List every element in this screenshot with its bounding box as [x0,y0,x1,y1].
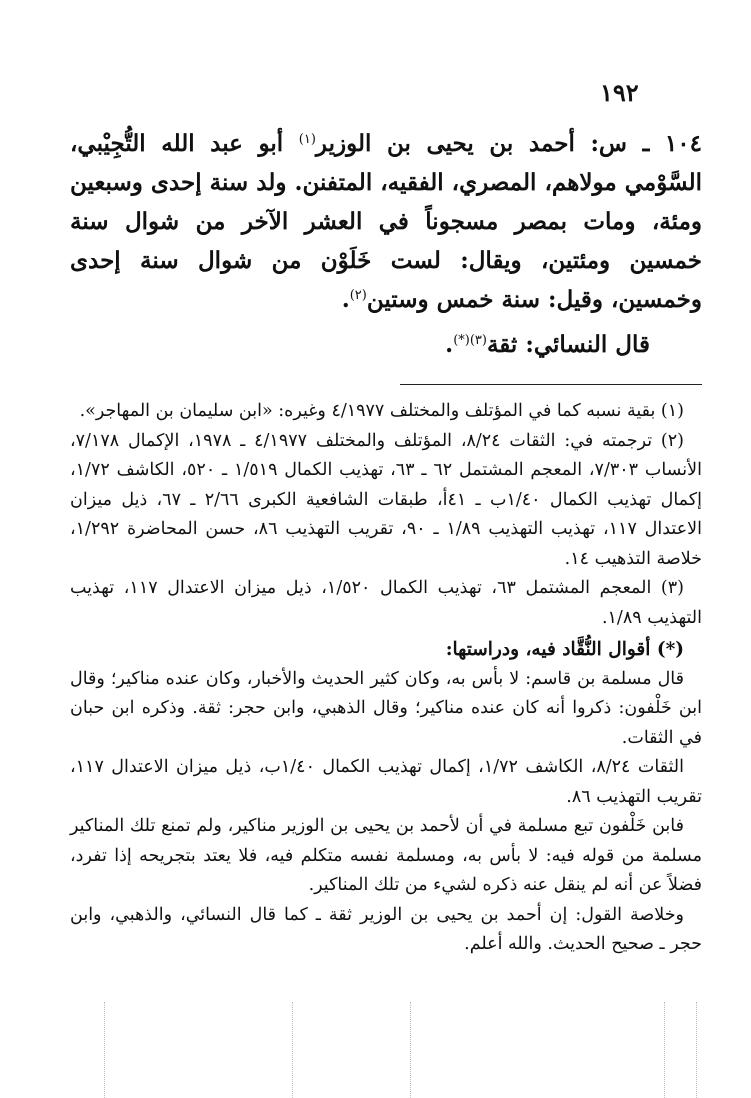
footnote-ref-2: (٢) [349,288,367,303]
nasai-verdict [70,330,650,360]
footnotes [70,397,702,960]
scan-artifact-line [410,1002,411,1098]
scan-artifact-line [664,1002,665,1098]
critics-heading: (*) أقوال النُّقَّاد فيه، ودراستها: [445,639,684,660]
footnote-ref-1: (١) [298,132,316,147]
page-number: ١٩٢ [600,78,639,107]
critics-paragraph-2: الثقات ٨/٢٤، الكاشف ١/٧٢، إكمال تهذيب الكمال ١/٤٠ب، ذيل ميزان الاعتدال ١١٧، تقريب التهذيب ٨٦. [70,757,702,807]
nasai-text: قال النسائي: ثقة [486,331,650,358]
scan-artifact-line [104,1002,105,1098]
footnote-3: (٣) المعجم المشتمل ٦٣، تهذيب الكمال ١/٥٢٠، ذيل ميزان الاعتدال ١١٧، تهذيب التهذيب ١/٨٩. [70,578,702,628]
entry-end: . [341,286,350,313]
footnote-ref-3: (٣)(*) [453,333,487,348]
scan-artifact-line [292,1002,293,1098]
critics-paragraph-3: فابن خَلْفون تبع مسلمة في أن لأحمد بن يحيى بن الوزير مناكير، ولم تمنع تلك المناكير مسلمة من قوله فيه: لا بأس به، ومسلمة نفسه متكلم فيه، فلا يعتد بتجريحه إذا تفرد، فضلاً عن أنه لم ينقل عنه ذكره لشيء من تلك المناكير. [70,816,702,895]
scan-artifact-line [696,1002,697,1098]
biography-entry [70,124,702,319]
entry-body: أبو عبد الله التُّجِيْبي، السَّوْمي مولاهم، المصري، الفقيه، المتفنن. ولد سنة إحدى وسبعين ومئة، ومات بمصر مسجوناً في العشر الآخر من شوال سنة خمسين ومئتين، ويقال: لست خَلَوْن من شوال سنة إحدى وخمسين، وقيل: سنة خمس وستين [70,130,702,313]
nasai-end: . [445,331,454,358]
entry-heading: ١٠٤ ـ س: أحمد بن يحيى بن الوزير [315,130,702,157]
entry-paragraph [70,124,702,319]
critics-paragraph-4: وخلاصة القول: إن أحمد بن يحيى بن الوزير ثقة ـ كما قال النسائي، والذهبي، وابن حجر ـ صحيح الحديث. والله أعلم. [70,904,702,954]
footnote-2: (٢) ترجمته في: الثقات ٨/٢٤، المؤتلف والمختلف ٤/١٩٧٧ ـ ١٩٧٨، الإكمال ٧/١٧٨، الأنساب ٧/٣٠٣، المعجم المشتمل ٦٢ ـ ٦٣، تهذيب الكمال ١/٥١٩ ـ ٥٢٠، الكاشف ١/٧٢، إكمال تهذيب الكمال ١/٤٠ب ـ ٤١أ، طبقات الشافعية الكبرى ٢/٦٦ ـ ٦٧، ذيل ميزان الاعتدال ١١٧، تهذيب التهذيب ١/٨٩ ـ ٩٠، تقريب التهذيب ٨٦، حسن المحاضرة ١/٢٩٢، خلاصة التذهيب ١٤. [70,430,702,569]
critics-paragraph-1: قال مسلمة بن قاسم: لا بأس به، وكان كثير الحديث والأخبار، وكان عنده مناكير؛ وقال ابن خَلْفون: ذكروا أنه كان عنده مناكير؛ وقال الذهبي، وابن حجر: ثقة. وذكره ابن حبان في الثقات. [70,668,702,748]
footnote-separator [400,384,702,385]
footnote-1: (١) بقية نسبه كما في المؤتلف والمختلف ٤/١٩٧٧ وغيره: «ابن سليمان بن المهاجر». [79,401,684,421]
